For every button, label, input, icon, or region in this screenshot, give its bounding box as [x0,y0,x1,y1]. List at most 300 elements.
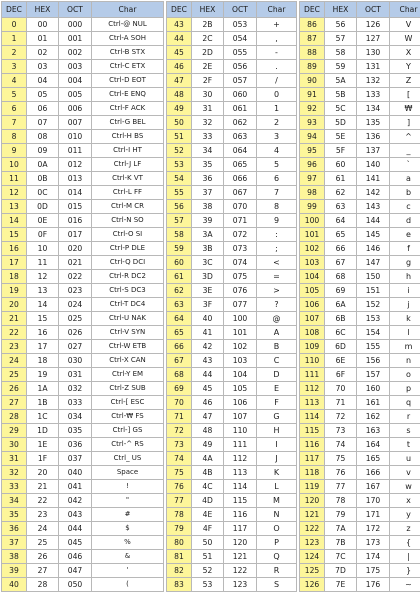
cell-hex: 62 [325,186,357,200]
cell-oct: 176 [357,578,390,592]
header-dec: DEC [167,2,192,18]
cell-dec: 47 [167,74,192,88]
cell-oct: 074 [224,256,257,270]
cell-hex: 37 [192,186,224,200]
cell-hex: 6B [325,312,357,326]
cell-char: Ctrl-P DLE [92,242,164,256]
cell-hex: 2B [192,18,224,32]
cell-dec: 100 [300,214,325,228]
cell-char: S [257,578,297,592]
cell-char: Ctrl-X CAN [92,354,164,368]
cell-char: ` [390,158,420,172]
cell-oct: 071 [224,214,257,228]
cell-oct: 152 [357,298,390,312]
cell-hex: 1B [27,396,59,410]
cell-char: P [257,536,297,550]
cell-dec: 91 [300,88,325,102]
cell-dec: 67 [167,354,192,368]
cell-hex: 14 [27,298,59,312]
cell-oct: 147 [357,256,390,270]
cell-char: Ctrl-₩ FS [92,410,164,424]
table-row [2,88,420,102]
cell-char: v [390,466,420,480]
cell-dec: 28 [2,410,27,424]
cell-dec: 49 [167,102,192,116]
cell-hex: 1F [27,452,59,466]
cell-oct: 174 [357,550,390,564]
table-row [2,102,420,116]
cell-oct: 035 [59,424,92,438]
cell-oct: 140 [357,158,390,172]
cell-dec: 35 [2,508,27,522]
cell-oct: 016 [59,214,92,228]
cell-char: s [390,424,420,438]
cell-dec: 31 [2,452,27,466]
table-row [2,270,420,284]
cell-oct: 045 [59,536,92,550]
table-row [2,438,420,452]
cell-hex: 24 [27,522,59,536]
cell-oct: 122 [224,564,257,578]
cell-char: [ [390,88,420,102]
cell-dec: 52 [167,144,192,158]
cell-hex: 0A [27,158,59,172]
table-row [2,144,420,158]
cell-char: W [390,32,420,46]
cell-char: Ctrl-I HT [92,144,164,158]
cell-hex: 31 [192,102,224,116]
cell-char: K [257,466,297,480]
cell-hex: 7E [325,578,357,592]
cell-dec: 123 [300,536,325,550]
cell-oct: 012 [59,158,92,172]
cell-dec: 117 [300,452,325,466]
cell-oct: 037 [59,452,92,466]
table-row [2,256,420,270]
table-row [2,326,420,340]
table-header [2,2,420,18]
cell-oct: 076 [224,284,257,298]
cell-char: : [257,228,297,242]
table-row [2,74,420,88]
cell-oct: 021 [59,256,92,270]
cell-dec: 125 [300,564,325,578]
cell-oct: 013 [59,172,92,186]
cell-hex: 21 [27,480,59,494]
cell-char: Ctrl-U NAK [92,312,164,326]
table-row [2,186,420,200]
cell-hex: 41 [192,326,224,340]
cell-oct: 000 [59,18,92,32]
cell-dec: 57 [167,214,192,228]
cell-hex: 58 [325,46,357,60]
cell-oct: 113 [224,466,257,480]
cell-char: V [390,18,420,32]
ascii-code-table [1,1,420,592]
cell-oct: 150 [357,270,390,284]
cell-oct: 165 [357,452,390,466]
cell-oct: 155 [357,340,390,354]
cell-oct: 106 [224,396,257,410]
cell-char: $ [92,522,164,536]
cell-dec: 65 [167,326,192,340]
cell-char: b [390,186,420,200]
cell-oct: 146 [357,242,390,256]
cell-char: D [257,368,297,382]
cell-oct: 170 [357,494,390,508]
cell-oct: 002 [59,46,92,60]
cell-char: ? [257,298,297,312]
cell-oct: 111 [224,438,257,452]
cell-hex: 3D [192,270,224,284]
cell-char: u [390,452,420,466]
cell-oct: 011 [59,144,92,158]
cell-oct: 167 [357,480,390,494]
cell-hex: 09 [27,144,59,158]
cell-dec: 53 [167,158,192,172]
cell-dec: 66 [167,340,192,354]
cell-oct: 104 [224,368,257,382]
cell-char: } [390,564,420,578]
cell-dec: 44 [167,32,192,46]
cell-hex: 30 [192,88,224,102]
header-dec: DEC [2,2,27,18]
cell-hex: 1C [27,410,59,424]
cell-char: l [390,326,420,340]
cell-oct: 027 [59,340,92,354]
cell-char: j [390,298,420,312]
cell-oct: 007 [59,116,92,130]
cell-oct: 173 [357,536,390,550]
cell-hex: 2E [192,60,224,74]
cell-hex: 00 [27,18,59,32]
cell-oct: 144 [357,214,390,228]
cell-oct: 175 [357,564,390,578]
cell-hex: 34 [192,144,224,158]
cell-char: a [390,172,420,186]
cell-hex: 08 [27,130,59,144]
cell-hex: 4D [192,494,224,508]
header-row [2,2,420,18]
cell-oct: 157 [357,368,390,382]
table-row [2,46,420,60]
cell-dec: 7 [2,116,27,130]
cell-dec: 93 [300,116,325,130]
table-row [2,242,420,256]
cell-dec: 104 [300,270,325,284]
cell-char: L [257,480,297,494]
cell-hex: 76 [325,466,357,480]
cell-oct: 120 [224,536,257,550]
cell-oct: 070 [224,200,257,214]
cell-hex: 7D [325,564,357,578]
cell-oct: 014 [59,186,92,200]
cell-dec: 126 [300,578,325,592]
cell-hex: 0C [27,186,59,200]
cell-dec: 120 [300,494,325,508]
cell-dec: 51 [167,130,192,144]
cell-dec: 74 [167,452,192,466]
cell-oct: 030 [59,354,92,368]
cell-hex: 38 [192,200,224,214]
cell-hex: 3C [192,256,224,270]
cell-dec: 4 [2,74,27,88]
cell-dec: 94 [300,130,325,144]
cell-dec: 77 [167,494,192,508]
cell-oct: 032 [59,382,92,396]
cell-dec: 109 [300,340,325,354]
cell-oct: 053 [224,18,257,32]
cell-oct: 166 [357,466,390,480]
cell-char: Ctrl-K VT [92,172,164,186]
cell-oct: 040 [59,466,92,480]
cell-char: F [257,396,297,410]
table-row [2,494,420,508]
cell-char: B [257,340,297,354]
cell-dec: 48 [167,88,192,102]
cell-hex: 1D [27,424,59,438]
cell-char: Ctrl-W ETB [92,340,164,354]
cell-char: z [390,522,420,536]
cell-dec: 34 [2,494,27,508]
cell-oct: 131 [357,60,390,74]
cell-hex: 0B [27,172,59,186]
cell-oct: 004 [59,74,92,88]
cell-char: ; [257,242,297,256]
cell-oct: 067 [224,186,257,200]
cell-dec: 29 [2,424,27,438]
cell-hex: 65 [325,228,357,242]
cell-oct: 107 [224,410,257,424]
cell-dec: 88 [300,46,325,60]
cell-oct: 060 [224,88,257,102]
cell-char: 8 [257,200,297,214]
cell-char: . [257,60,297,74]
cell-dec: 22 [2,326,27,340]
table-row [2,60,420,74]
cell-dec: 90 [300,74,325,88]
cell-char: h [390,270,420,284]
cell-oct: 161 [357,396,390,410]
cell-oct: 062 [224,116,257,130]
table-row [2,130,420,144]
cell-hex: 6D [325,340,357,354]
cell-oct: 164 [357,438,390,452]
cell-char: f [390,242,420,256]
cell-oct: 024 [59,298,92,312]
cell-dec: 16 [2,242,27,256]
cell-dec: 24 [2,354,27,368]
cell-hex: 52 [192,564,224,578]
cell-dec: 95 [300,144,325,158]
cell-dec: 83 [167,578,192,592]
cell-oct: 112 [224,452,257,466]
cell-hex: 7A [325,522,357,536]
cell-char: H [257,424,297,438]
cell-oct: 061 [224,102,257,116]
cell-hex: 32 [192,116,224,130]
cell-oct: 017 [59,228,92,242]
cell-dec: 98 [300,186,325,200]
cell-char: 3 [257,130,297,144]
cell-hex: 36 [192,172,224,186]
cell-dec: 3 [2,60,27,74]
cell-hex: 06 [27,102,59,116]
cell-char: { [390,536,420,550]
cell-hex: 28 [27,578,59,592]
cell-char: Ctrl-R DC2 [92,270,164,284]
cell-oct: 073 [224,242,257,256]
cell-hex: 49 [192,438,224,452]
cell-hex: 17 [27,340,59,354]
cell-char: Q [257,550,297,564]
cell-hex: 70 [325,382,357,396]
table-row [2,508,420,522]
cell-hex: 11 [27,256,59,270]
cell-oct: 110 [224,424,257,438]
cell-char: Ctrl-F ACK [92,102,164,116]
table-row [2,200,420,214]
cell-dec: 75 [167,466,192,480]
cell-hex: 3A [192,228,224,242]
cell-dec: 106 [300,298,325,312]
cell-oct: 005 [59,88,92,102]
table-row [2,312,420,326]
cell-char: n [390,354,420,368]
cell-dec: 122 [300,522,325,536]
table-row [2,340,420,354]
cell-hex: 72 [325,410,357,424]
table-row [2,214,420,228]
cell-dec: 99 [300,200,325,214]
table-row [2,396,420,410]
cell-dec: 70 [167,396,192,410]
cell-char: ' [92,564,164,578]
cell-char: X [390,46,420,60]
cell-char: 2 [257,116,297,130]
cell-hex: 45 [192,382,224,396]
cell-char: 1 [257,102,297,116]
cell-oct: 043 [59,508,92,522]
cell-char: i [390,284,420,298]
cell-dec: 58 [167,228,192,242]
cell-dec: 80 [167,536,192,550]
cell-dec: 112 [300,382,325,396]
cell-oct: 100 [224,312,257,326]
cell-hex: 64 [325,214,357,228]
cell-hex: 18 [27,354,59,368]
cell-oct: 154 [357,326,390,340]
cell-char: % [92,536,164,550]
cell-hex: 15 [27,312,59,326]
cell-oct: 156 [357,354,390,368]
cell-hex: 5D [325,116,357,130]
cell-char: Ctrl_ US [92,452,164,466]
cell-char: g [390,256,420,270]
cell-char: c [390,200,420,214]
cell-char: Ctrl-S DC3 [92,284,164,298]
cell-dec: 61 [167,270,192,284]
cell-hex: 40 [192,312,224,326]
table-row [2,564,420,578]
cell-char: M [257,494,297,508]
cell-oct: 042 [59,494,92,508]
cell-oct: 141 [357,172,390,186]
cell-hex: 33 [192,130,224,144]
cell-hex: 57 [325,32,357,46]
cell-hex: 56 [325,18,357,32]
cell-oct: 137 [357,144,390,158]
cell-hex: 63 [325,200,357,214]
cell-char: Y [390,60,420,74]
cell-dec: 107 [300,312,325,326]
cell-hex: 6C [325,326,357,340]
table-row [2,228,420,242]
cell-dec: 81 [167,550,192,564]
cell-char: e [390,228,420,242]
cell-char: ! [92,480,164,494]
header-oct: OCT [59,2,92,18]
cell-dec: 119 [300,480,325,494]
cell-oct: 023 [59,284,92,298]
cell-char: J [257,452,297,466]
cell-hex: 02 [27,46,59,60]
cell-dec: 17 [2,256,27,270]
cell-hex: 67 [325,256,357,270]
cell-dec: 63 [167,298,192,312]
cell-char: k [390,312,420,326]
cell-oct: 072 [224,228,257,242]
cell-dec: 30 [2,438,27,452]
cell-dec: 101 [300,228,325,242]
cell-dec: 27 [2,396,27,410]
cell-dec: 2 [2,46,27,60]
cell-char: A [257,326,297,340]
cell-char: Ctrl-G BEL [92,116,164,130]
table-row [2,116,420,130]
header-oct: OCT [357,2,390,18]
header-char: Char [257,2,297,18]
cell-hex: 3B [192,242,224,256]
cell-hex: 13 [27,284,59,298]
cell-dec: 68 [167,368,192,382]
cell-dec: 46 [167,60,192,74]
cell-dec: 1 [2,32,27,46]
cell-char: y [390,508,420,522]
cell-hex: 12 [27,270,59,284]
cell-oct: 142 [357,186,390,200]
cell-hex: 46 [192,396,224,410]
cell-dec: 11 [2,172,27,186]
cell-hex: 50 [192,536,224,550]
cell-hex: 2F [192,74,224,88]
cell-char: # [92,508,164,522]
cell-oct: 127 [357,32,390,46]
cell-oct: 132 [357,74,390,88]
cell-oct: 022 [59,270,92,284]
cell-dec: 92 [300,102,325,116]
cell-dec: 96 [300,158,325,172]
cell-hex: 48 [192,424,224,438]
cell-dec: 50 [167,116,192,130]
cell-hex: 01 [27,32,59,46]
cell-oct: 101 [224,326,257,340]
cell-char: N [257,508,297,522]
cell-dec: 64 [167,312,192,326]
ascii-table-container [1,1,417,581]
cell-hex: 43 [192,354,224,368]
cell-oct: 116 [224,508,257,522]
